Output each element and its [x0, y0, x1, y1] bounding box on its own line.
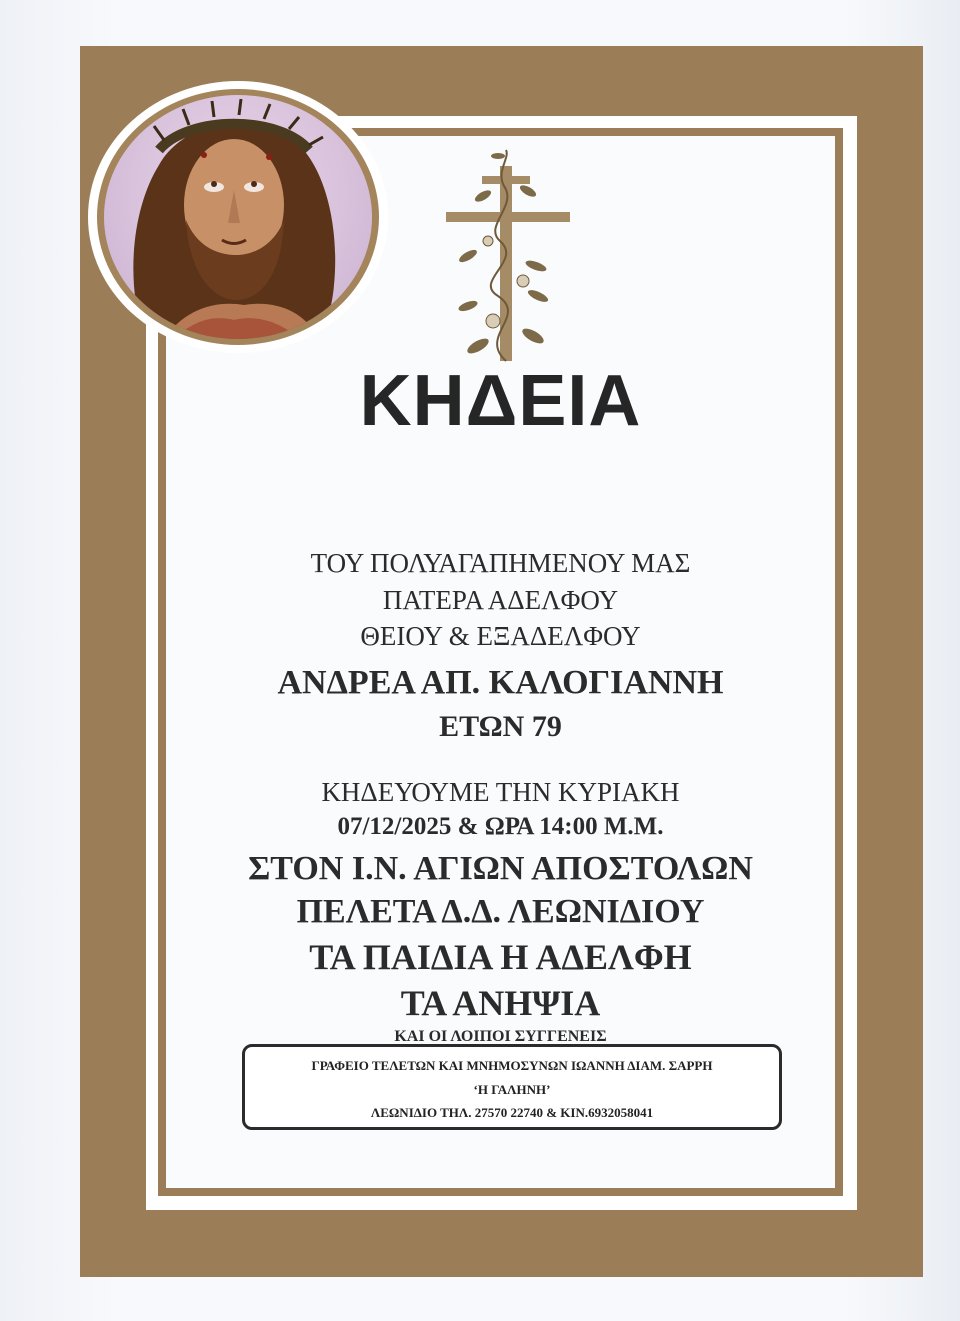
funeral-home-name: ΓΡΑΦΕΙΟ ΤΕΛΕΤΩΝ ΚΑΙ ΜΝΗΜΟΣΥΝΩΝ ΙΩΑΝΝΗ ΔΙΑΜ. ΣΑΡΡΗ	[311, 1058, 713, 1073]
funeral-home-box	[242, 1044, 782, 1130]
mourners-line-1: ΤΑ ΠΑΙΔΙΑ Η ΑΔΕΛΦΗ	[309, 937, 692, 977]
intro-line-1: ΤΟΥ ΠΟΛΥΑΓΑΠΗΜΕΝΟΥ ΜΑΣ	[310, 548, 691, 578]
funeral-home-brand: ‘Η ΓΑΛΗΝΗ’	[473, 1082, 551, 1097]
church-location: ΠΕΛΕΤΑ Δ.Δ. ΛΕΩΝΙΔΙΟΥ	[296, 893, 705, 930]
church-name: ΣΤΟΝ Ι.Ν. ΑΓΙΩΝ ΑΠΟΣΤΟΛΩΝ	[248, 850, 753, 887]
mourners-line-2: ΤΑ ΑΝΗΨΙΑ	[400, 983, 601, 1023]
funeral-home-contact: ΛΕΩΝΙΔΙΟ ΤΗΛ. 27570 22740 & ΚΙΝ.6932058041	[370, 1105, 654, 1120]
funeral-day: ΚΗΔΕΥΟΥΜΕ ΤΗΝ ΚΥΡΙΑΚΗ	[321, 777, 680, 807]
intro-line-2: ΠΑΤΕΡΑ ΑΔΕΛΦΟΥ	[382, 585, 619, 615]
deceased-age: ΕΤΩΝ 79	[439, 710, 562, 743]
funeral-date-time: 07/12/2025 & ΩΡΑ 14:00 Μ.Μ.	[337, 813, 664, 840]
notice-title: ΚΗΔΕΙΑ	[359, 361, 642, 441]
christ-portrait-icon	[104, 95, 372, 339]
orthodox-cross-with-vines-icon	[438, 146, 578, 376]
mourners-line-3: ΚΑΙ ΟΙ ΛΟΙΠΟΙ ΣΥΓΓΕΝΕΙΣ	[394, 1028, 607, 1042]
intro-line-3: ΘΕΙΟΥ & ΕΞΑΔΕΛΦΟΥ	[360, 621, 641, 651]
deceased-name: ΑΝΔΡΕΑ ΑΠ. ΚΑΛΟΓΙΑΝΝΗ	[277, 664, 724, 701]
